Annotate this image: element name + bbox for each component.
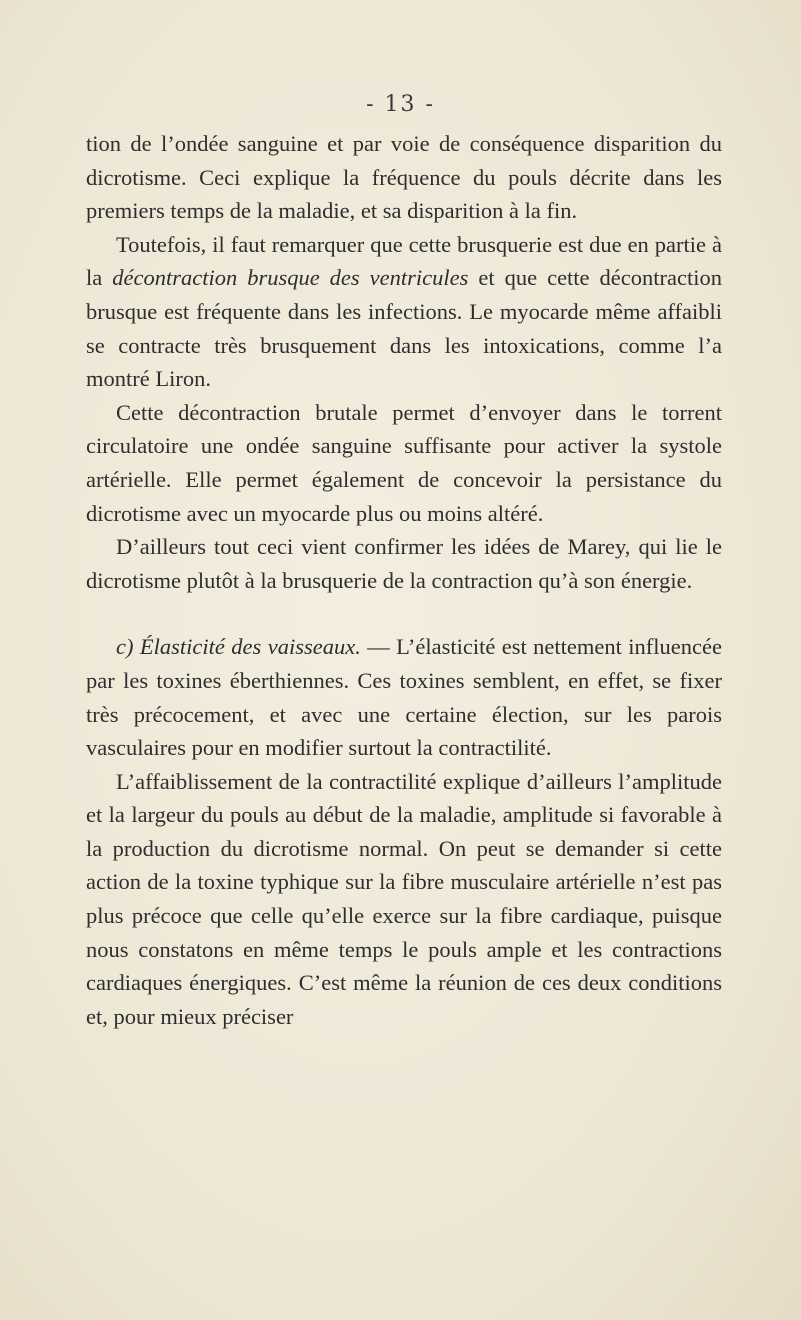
paragraph-2-emphasis: décontraction brusque des ventricules	[112, 265, 469, 291]
paragraph-1: tion de l’ondée sanguine et par voie de conséquence disparition du dicrotisme. Ceci explique la fréquence du pouls décrite dans les premiers temps de la maladie, et sa disparition à la fin.	[86, 131, 722, 224]
section-c-paragraph	[86, 630, 722, 764]
paragraph-4: D’ailleurs tout ceci vient confirmer les idées de Marey, qui lie le dicrotisme plutôt à la brusquerie de la contraction qu’à son énergie.	[86, 534, 722, 593]
paragraph-2-text-end: et que cette décontraction brusque est fréquente dans les infections. Le myocarde même affaibli se contracte très brusquement dans les intoxications, comme l’a montré Liron.	[86, 265, 722, 392]
section-c-heading: c) Élasticité des vaisseaux.	[116, 634, 361, 660]
paragraph-2-text-start: Toutefois, il faut remarquer que cette brusquerie est due en partie à la	[86, 231, 722, 291]
section-c-text: — L’élasticité est nettement influencée par les toxines éberthiennes. Ces toxines semblent, en effet, se fixer très précocement, et avec une certaine élection, sur les parois vasculaires pour en modifier surtout la contractilité.	[86, 634, 722, 761]
paragraph-6: L’affaiblissement de la contractilité explique d’ailleurs l’amplitude et la largeur du pouls au début de la maladie, amplitude si favorable à la production du dicrotisme normal. On peut se demander si cette action de la toxine typhique sur la fibre musculaire artérielle n’est pas plus précoce que celle qu’elle exerce sur la fibre cardiaque, puisque nous constatons en même temps le pouls ample et les contractions cardiaques énergiques. C’est même la réunion de ces deux conditions et, pour mieux préciser	[86, 768, 722, 1029]
paragraph-3: Cette décontraction brutale permet d’envoyer dans le torrent circulatoire une ondée sanguine suffisante pour activer la systole artérielle. Elle permet également de concevoir la persistance du dicrotisme avec un myocarde plus ou moins altéré.	[86, 399, 722, 526]
page-number: - 13 -	[366, 92, 435, 117]
paragraph-2	[86, 228, 722, 396]
body-text	[86, 127, 722, 1033]
